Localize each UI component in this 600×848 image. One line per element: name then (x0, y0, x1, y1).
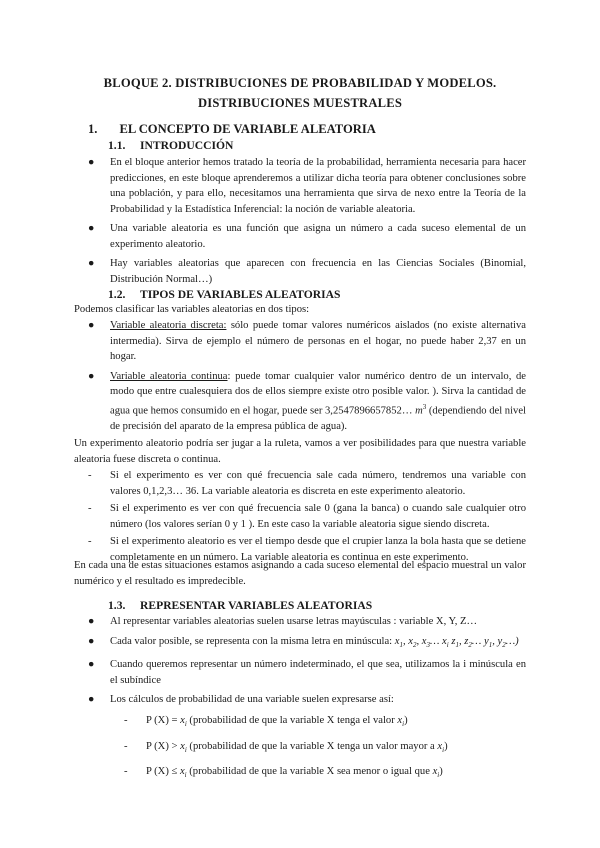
title-line-2: DISTRIBUCIONES MUESTRALES (197, 96, 403, 110)
list-item (88, 318, 526, 365)
intro-bullet-list (88, 155, 526, 291)
subsection-1-1-heading (108, 139, 233, 152)
continua-text: : puede tomar cualquier valor numérico dentro de un intervalo, de modo que entre cualesquiera dos de ellos siempre existe otro posible valor. ). Sirva la cantidad de agua que hemos consumido en el hogar, puede ser 3,2547896657852… (110, 370, 526, 417)
dash-marker: - (88, 536, 92, 547)
list-item: - P $(X) = x_i$ (probabilidad de que la variable X tenga el valor $x_i$) (124, 715, 408, 729)
dash-text: Si el experimento aleatorio es ver el tiempo desde que el crupier lanza la bola hasta que se detiene completamente en un número. La variable aleatoria es continua en este experimento. (110, 536, 526, 563)
term-discreta: Variable aleatoria discreta: (110, 320, 227, 331)
dash-marker: - (124, 715, 128, 726)
calc-text: (probabilidad de que la variable X tenga un valor mayor a (186, 740, 438, 752)
list-item (88, 634, 526, 654)
dash-marker: - (88, 503, 92, 514)
bullet-text: Al representar variables aleatorias suelen usarse letras mayúsculas : variable X, Y, Z… (110, 616, 478, 627)
bullet-text: Cuando queremos representar un número indeterminado, el que sea, utilizamos la i minúscula en el subíndice (110, 659, 526, 686)
calc-lhs: P (X) ≤ (146, 766, 180, 778)
unit-m: m (415, 405, 423, 417)
bullet-text: Hay variables aleatorias que aparecen con frecuencia en las Ciencias Sociales (Binomial, Distribución Normal…) (110, 258, 526, 285)
list-item (88, 501, 526, 532)
subsection-1-2-title: TIPOS DE VARIABLES ALEATORIAS (140, 288, 341, 301)
discreta-text: sólo puede tomar valores numéricos aislados (no existe alternativa intermedia). Sirva de ejemplo el número de personas en el hogar, no puede haber 2,37 en un hogar. (110, 320, 526, 362)
dash-marker: - (124, 766, 128, 778)
bullet-icon: ● (88, 320, 95, 331)
calc-text: (probabilidad de que la variable X sea menor o igual que (186, 766, 433, 778)
list-item (88, 614, 526, 630)
bullet-icon: ● (88, 635, 95, 647)
document-title (60, 73, 540, 113)
bullet-text: En el bloque anterior hemos tratado la teoría de la probabilidad, herramienta necesaria para hacer predicciones, en este bloque aprenderemos a utilizar dicha teoría para obtener conclusiones sobre una población, y para ello, necesitamos una herramienta que sirva de nexo entre la Teoría de la Probabilidad y la Estadística Inferencial: la noción de variable aleatoria. (110, 157, 526, 215)
list-item (88, 155, 526, 217)
bullet-icon: ● (88, 659, 95, 671)
subsection-1-3-number: 1.3. (108, 599, 126, 612)
ruleta-intro: Un experimento aleatorio podría ser jugar a la ruleta, vamos a ver posibilidades para que nuestra variable aleatoria fuese discreta o continua. (74, 438, 526, 465)
bullet-text: Cada valor posible, se representa con la misma letra en minúscula: (110, 635, 395, 647)
types-bullet-list (88, 318, 526, 438)
types-intro: Podemos clasificar las variables aleatorias en dos tipos: (74, 304, 310, 315)
calc-lhs: P (X) > (146, 740, 181, 752)
dash-text: Si el experimento es ver con qué frecuencia sale 0 (gana la banca) o cuando sale cualquier otro número (los valores serían 0 y 1 ). En este caso la variable aleatoria sigue siendo discreta. (110, 503, 526, 530)
dash-marker: - (124, 740, 128, 752)
list-item: - P $(X) > x_i$ (probabilidad de que la variable X tenga un valor mayor a $x_i$) (124, 740, 448, 754)
var-notation: $x_1$, $x_2$, $x_3\dots$ $x_i$ $z_1$, $z_2\dots$ $y_1$, $y_2\dots$) (394, 635, 519, 649)
subsection-1-3-heading (108, 599, 372, 612)
bullet-icon: ● (88, 694, 95, 706)
bullet-icon: ● (88, 370, 95, 382)
title-line-1: BLOQUE 2. DISTRIBUCIONES DE PROBABILIDAD Y MODELOS. (103, 76, 497, 90)
section-1-number: 1. (88, 122, 98, 136)
list-item (88, 692, 526, 708)
list-item: - P $(X) \le x_i$ (probabilidad de que la variable X sea menor o igual que $x_i$) (124, 766, 443, 780)
term-continua: Variable aleatoria continua (110, 370, 228, 382)
subsection-1-1-title: INTRODUCCIÓN (140, 139, 234, 152)
list-item (88, 256, 526, 287)
ruleta-dash-list (88, 468, 526, 567)
continua-tail: (dependiendo del nivel de precisión del aparato de la empresa pública de agua). (110, 405, 526, 432)
subsection-1-2-number: 1.2. (108, 288, 126, 301)
bullet-icon: ● (88, 157, 95, 168)
bullet-icon: ● (88, 258, 95, 269)
subsection-1-2-heading (108, 288, 341, 301)
calc-lhs: P (X) = (146, 715, 181, 726)
subsection-1-1-number: 1.1. (108, 139, 126, 152)
calc-text: (probabilidad de que la variable X tenga el valor (186, 715, 398, 726)
unit-exp: 3 (422, 402, 427, 411)
ruleta-closing: En cada una de estas situaciones estamos asignando a cada suceso elemental del espacio muestral un valor numérico y el resultado es impredecible. (74, 560, 526, 587)
subsection-1-3-title: REPRESENTAR VARIABLES ALEATORIAS (140, 599, 373, 612)
dash-text: Si el experimento es ver con qué frecuencia sale cada número, tendremos una variable con valores 0,1,2,3… 36. La variable aleatoria es discreta en este experimento aleatorio. (110, 470, 526, 497)
bullet-icon: ● (88, 223, 95, 234)
section-1-title: EL CONCEPTO DE VARIABLE ALEATORIA (119, 122, 376, 136)
list-item (88, 657, 526, 688)
dash-marker: - (88, 470, 92, 481)
list-item (88, 468, 526, 499)
bullet-icon: ● (88, 616, 95, 627)
probability-calc-list (124, 713, 526, 786)
list-item (88, 221, 526, 252)
bullet-text: Los cálculos de probabilidad de una variable suelen expresarse así: (110, 694, 394, 706)
bullet-text: Una variable aleatoria es una función que asigna un número a cada suceso elemental de un experimento aleatorio. (110, 223, 526, 250)
representation-bullet-list (88, 614, 526, 712)
section-1-heading (88, 122, 376, 137)
list-item (88, 369, 526, 435)
